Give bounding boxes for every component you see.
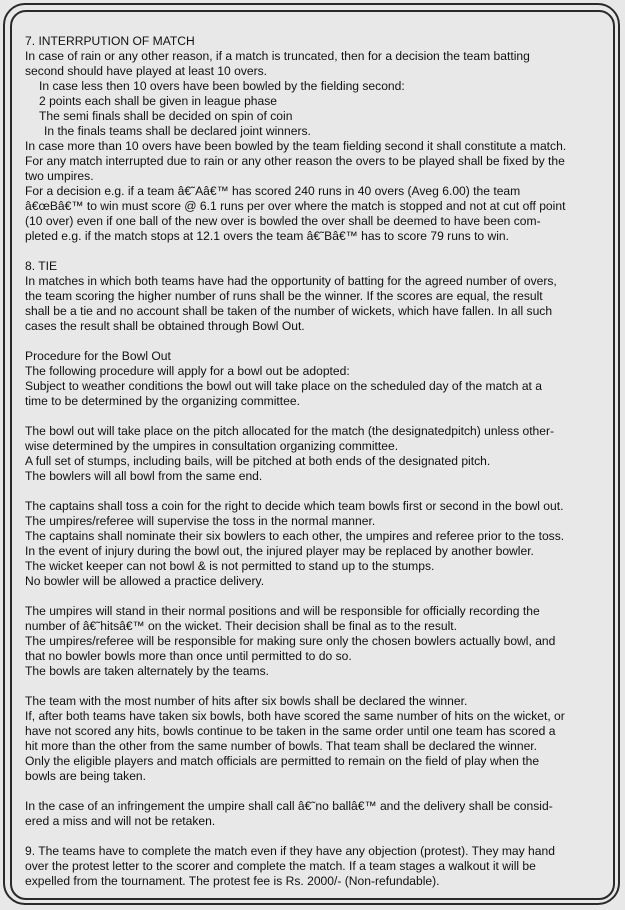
text-line: (10 over) even if one ball of the new over is bowled the over shall be deemed to have been com- [25,214,541,228]
text-line: time to be determined by the organizing committee. [25,394,300,408]
text-line: number of â€˜hitsâ€™ on the wicket. Their decision shall be final as to the result. [25,619,458,633]
text-line: pleted e.g. if the match stops at 12.1 overs the team â€˜Bâ€™ has to score 79 runs to win. [25,229,510,243]
text-line: The bowl out will take place on the pitch allocated for the match (the designatedpitch) unless other- [25,424,555,438]
text-line: two umpires. [25,169,94,183]
text-line: ered a miss and will not be retaken. [25,814,216,828]
text-line: In case of rain or any other reason, if a match is truncated, then for a decision the team batting [25,49,530,63]
text-line: If, after both teams have taken six bowls, both have scored the same number of hits on the wicket, or [25,709,565,723]
bowl-out-procedure [25,349,603,829]
text-line: The umpires will stand in their normal positions and will be responsible for officially recording the [25,604,540,618]
text-line: shall be a tie and no account shall be taken of the number of wickets, which have fallen. In all such [25,304,553,318]
text-line: cases the result shall be obtained through Bowl Out. [25,319,305,333]
text-line: The captains shall nominate their six bowlers to each other, the umpires and referee prior to the toss. [25,529,565,543]
text-line: In the event of injury during the bowl out, the injured player may be replaced by another bowler. [25,544,534,558]
text-line: over the protest letter to the scorer and complete the match. If a team stages a walkout it will be [25,859,536,873]
text-line: The bowls are taken alternately by the teams. [25,664,270,678]
section-8 [25,259,603,334]
text-line: The bowlers will all bowl from the same end. [25,469,263,483]
text-line: In the finals teams shall be declared joint winners. [44,124,311,138]
document-body [25,34,603,889]
text-line: bowls are being taken. [25,769,147,783]
text-line: The semi finals shall be decided on spin of coin [39,109,293,123]
text-line: For any match interrupted due to rain or any other reason the overs to be played shall be fixed by the [25,154,565,168]
text-line: The team with the most number of hits after six bowls shall be declared the winner. [25,694,468,708]
section-7 [25,34,603,244]
text-line: have not scored any hits, bowls continue to be taken in the same order until one team has scored a [25,724,556,738]
text-line: 2 points each shall be given in league phase [39,94,278,108]
text-line: Only the eligible players and match officials are permitted to remain on the field of play when the [25,754,540,768]
text-line: second should have played at least 10 overs. [25,64,268,78]
text-line: The wicket keeper can not bowl & is not permitted to stand up to the stumps. [25,559,435,573]
section-heading: Procedure for the Bowl Out [25,349,171,363]
text-line: 9. The teams have to complete the match even if they have any objection (protest). They may hand [25,844,555,858]
text-line: hit more than the other from the same number of bowls. That team shall be declared the winner. [25,739,538,753]
text-line: In the case of an infringement the umpire shall call â€˜no ballâ€™ and the delivery shall be consid- [25,799,553,813]
text-line: No bowler will be allowed a practice delivery. [25,574,265,588]
text-line: In case less then 10 overs have been bowled by the fielding second: [39,79,405,93]
text-line: Subject to weather conditions the bowl out will take place on the scheduled day of the match at a [25,379,542,393]
text-line: In case more than 10 overs have been bowled by the team fielding second it shall constitute a match. [25,139,567,153]
text-line: the team scoring the higher number of runs shall be the winner. If the scores are equal, the result [25,289,543,303]
text-line: â€œBâ€™ to win must score @ 6.1 runs per over where the match is stopped and not at cut off point [25,199,566,213]
text-line: wise determined by the umpires in consultation organizing committee. [25,439,399,453]
text-line: expelled from the tournament. The protest fee is Rs. 2000/- (Non-refundable). [25,874,440,888]
text-line: that no bowler bowls more than once until permitted to do so. [25,649,352,663]
section-9 [25,844,603,889]
text-line: The captains shall toss a coin for the right to decide which team bowls first or second in the bowl out. [25,499,564,513]
section-heading: 8. TIE [25,259,58,273]
text-line: The following procedure will apply for a bowl out be adopted: [25,364,350,378]
text-line: For a decision e.g. if a team â€˜Aâ€™ has scored 240 runs in 40 overs (Aveg 6.00) the team [25,184,521,198]
text-line: In matches in which both teams have had the opportunity of batting for the agreed number of overs, [25,274,557,288]
section-heading: 7. INTERRPUTION OF MATCH [25,34,195,48]
text-line: A full set of stumps, including bails, will be pitched at both ends of the designated pitch. [25,454,491,468]
text-line: The umpires/referee will be responsible for making sure only the chosen bowlers actually bowl, and [25,634,556,648]
text-line: The umpires/referee will supervise the toss in the normal manner. [25,514,376,528]
